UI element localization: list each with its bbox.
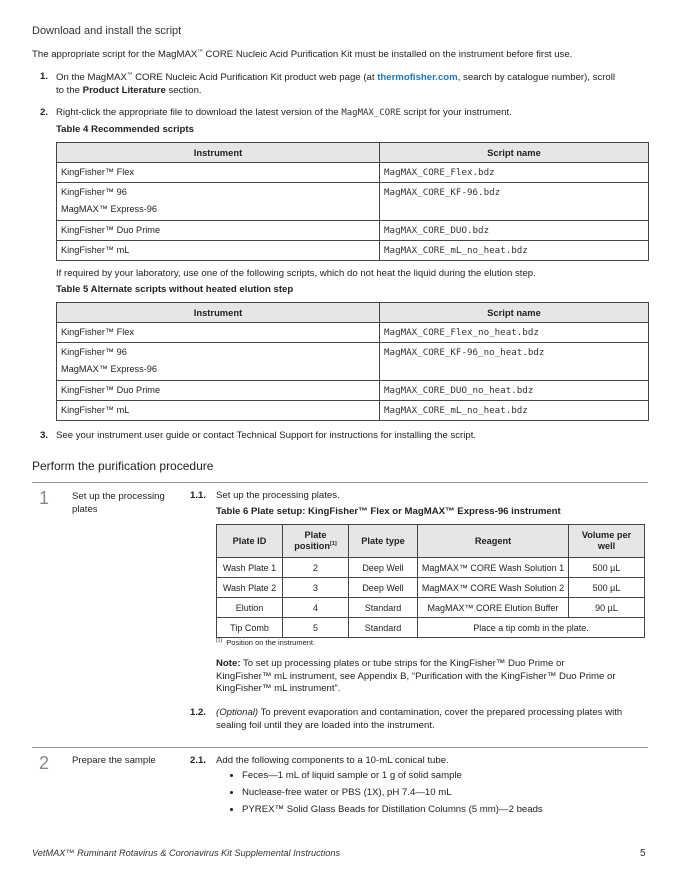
step1-text: On the MagMAX™ CORE Nucleic Acid Purification Kit product web page (at thermofisher.com, search by catalogue number), scroll to the Product Literature section. bbox=[56, 71, 616, 96]
table-row: Tip Comb 5 Standard Place a tip comb in the plate. bbox=[217, 618, 645, 638]
section-title-purification: Perform the purification procedure bbox=[32, 459, 214, 473]
substep-text: Set up the processing plates. bbox=[216, 490, 340, 501]
substep-text: Add the following components to a 10-mL conical tube. bbox=[216, 755, 449, 766]
table-alternate-scripts bbox=[56, 302, 649, 421]
table6-caption: Table 6 Plate setup: KingFisher™ Flex or MagMAX™ Express-96 instrument bbox=[216, 506, 561, 517]
table-row: KingFisher™ 96 MagMAX™ Express-96 MagMAX_CORE_KF-96_no_heat.bdz bbox=[57, 343, 649, 381]
column-header: Script name bbox=[380, 303, 649, 323]
table-row: KingFisher™ 96 MagMAX™ Express-96 MagMAX_CORE_KF-96.bdz bbox=[57, 183, 649, 221]
note-text: Note: To set up processing plates or tube strips for the KingFisher™ Duo Prime or KingFisher™ mL instrument, see Appendix B, “Purification with the KingFisher™ Duo Prime or KingFisher™ mL instrument”. bbox=[216, 658, 616, 694]
step-number: 3. bbox=[40, 430, 49, 441]
table5-caption: Table 5 Alternate scripts without heated elution step bbox=[56, 284, 294, 295]
alternate-scripts-text: If required by your laboratory, use one of the following scripts, which do not heat the liquid during the elution step. bbox=[56, 268, 536, 279]
table-row: Wash Plate 2 3 Deep Well MagMAX™ CORE Wash Solution 2 500 µL bbox=[217, 578, 645, 598]
step-number: 1. bbox=[40, 71, 49, 82]
list-item: • Feces—1 mL of liquid sample or 1 g of solid sample bbox=[242, 770, 644, 781]
table-row: KingFisher™ mL MagMAX_CORE_mL_no_heat.bdz bbox=[57, 241, 649, 261]
table-plate-setup bbox=[216, 524, 645, 638]
table-row: KingFisher™ Flex MagMAX_CORE_Flex_no_heat.bdz bbox=[57, 323, 649, 343]
substep-number: 2.1. bbox=[190, 755, 207, 766]
bullet-list bbox=[224, 770, 644, 821]
table-row: KingFisher™ mL MagMAX_CORE_mL_no_heat.bdz bbox=[57, 401, 649, 421]
column-header: Plate ID bbox=[217, 525, 283, 558]
table-row: KingFisher™ Flex MagMAX_CORE_Flex.bdz bbox=[57, 163, 649, 183]
step-big-number: 2 bbox=[39, 753, 50, 773]
table-row: Wash Plate 1 2 Deep Well MagMAX™ CORE Wash Solution 1 500 µL bbox=[217, 558, 645, 578]
column-header: Script name bbox=[380, 143, 649, 163]
divider bbox=[32, 482, 648, 483]
list-item: • PYREX™ Solid Glass Beads for Distillation Columns (5 mm)—2 beads bbox=[242, 804, 644, 815]
table4-caption: Table 4 Recommended scripts bbox=[56, 124, 194, 135]
step-label: Set up the processing plates bbox=[72, 491, 165, 515]
page-number: 5 bbox=[640, 848, 646, 859]
list-item: • Nuclease-free water or PBS (1X), pH 7.4—10 mL bbox=[242, 787, 644, 798]
table-row: KingFisher™ Duo Prime MagMAX_CORE_DUO_no_heat.bdz bbox=[57, 381, 649, 401]
substep-text: (Optional) To prevent evaporation and contamination, cover the prepared processing plates with sealing foil until they are loaded into the instrument. bbox=[216, 707, 623, 731]
column-header: Instrument bbox=[57, 143, 380, 163]
intro-text: The appropriate script for the MagMAX™ CORE Nucleic Acid Purification Kit must be installed on the instrument before first use. bbox=[32, 48, 573, 60]
step-big-number: 1 bbox=[39, 488, 50, 508]
step-number: 2. bbox=[40, 107, 49, 118]
substep-number: 1.1. bbox=[190, 490, 207, 501]
step3-text: See your instrument user guide or contact Technical Support for instructions for installing the script. bbox=[56, 430, 477, 441]
substep-number: 1.2. bbox=[190, 707, 207, 718]
footer-title: VetMAX™ Ruminant Rotavirus & Coronavirus Kit Supplemental Instructions bbox=[32, 848, 341, 858]
table-row: Elution 4 Standard MagMAX™ CORE Elution Buffer 90 µL bbox=[217, 598, 645, 618]
column-header: Volume per well bbox=[569, 525, 645, 558]
table-recommended-scripts bbox=[56, 142, 649, 261]
column-header: Plate position[1] bbox=[283, 525, 349, 558]
table-footnote: [1] Position on the instrument. bbox=[216, 637, 316, 647]
column-header: Reagent bbox=[418, 525, 569, 558]
section-title-download: Download and install the script bbox=[32, 25, 182, 37]
column-header: Instrument bbox=[57, 303, 380, 323]
thermofisher-link[interactable]: thermofisher.com bbox=[377, 72, 458, 83]
step2-text: Right-click the appropriate file to download the latest version of the MagMAX_CORE script for your instrument. bbox=[56, 107, 512, 118]
table-row: KingFisher™ Duo Prime MagMAX_CORE_DUO.bdz bbox=[57, 221, 649, 241]
divider bbox=[32, 747, 648, 748]
step-label: Prepare the sample bbox=[72, 755, 156, 766]
column-header: Plate type bbox=[349, 525, 418, 558]
